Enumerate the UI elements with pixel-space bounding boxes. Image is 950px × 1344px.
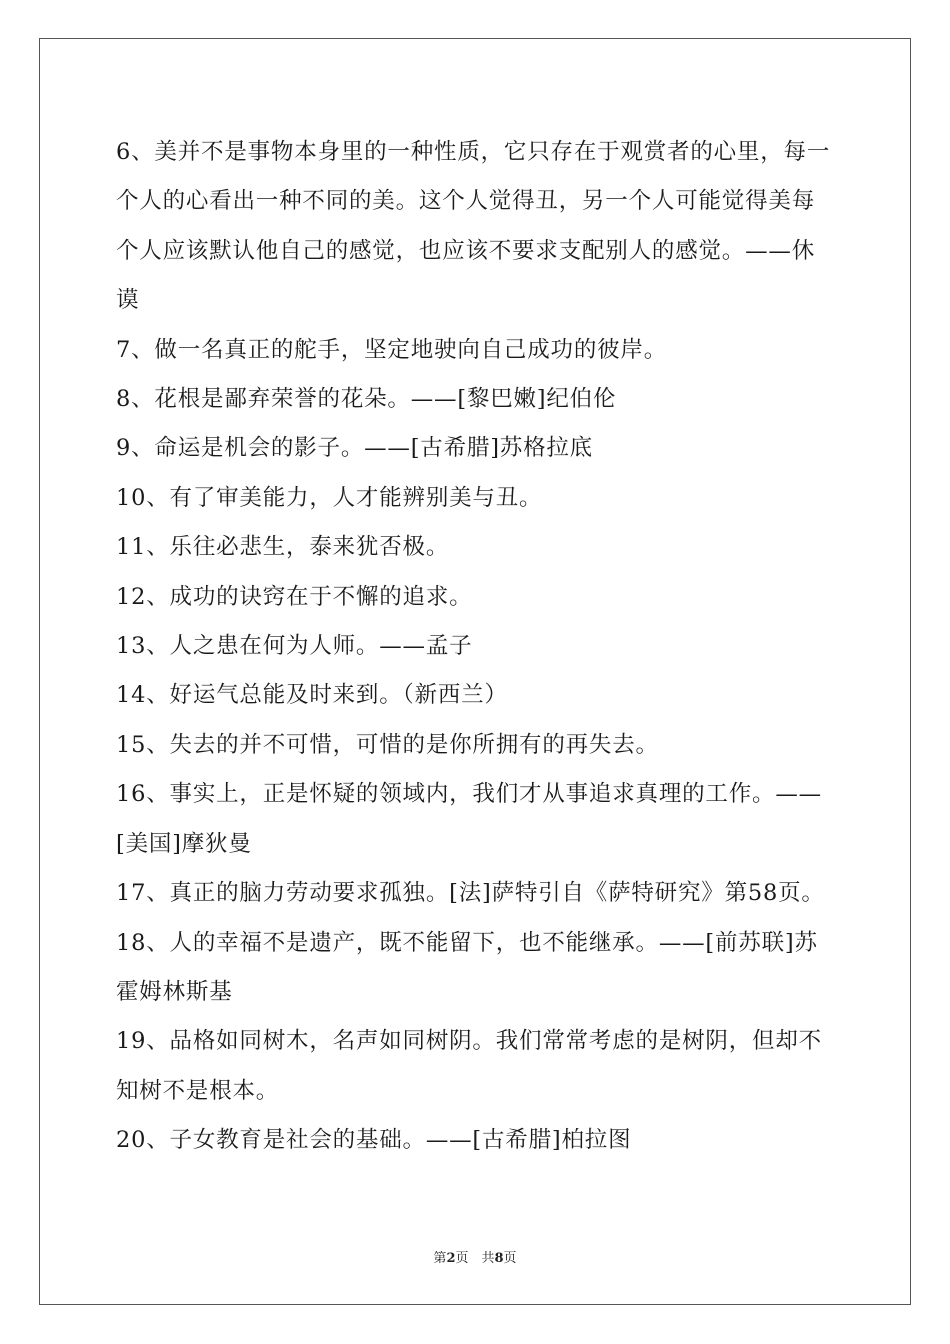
total-page-number: 8 xyxy=(494,1251,504,1266)
quote-item: 15、失去的并不可惜，可惜的是你所拥有的再失去。 xyxy=(116,731,659,758)
footer-middle: 页 共 xyxy=(455,1251,495,1266)
page-footer xyxy=(0,1247,950,1266)
quote-item: 7、做一名真正的舵手，坚定地驶向自己成功的彼岸。 xyxy=(116,336,668,363)
current-page-number: 2 xyxy=(446,1251,456,1266)
quote-item: 11、乐往必悲生，泰来犹否极。 xyxy=(116,534,450,561)
quote-item: 19、品格如同树木，名声如同树阴。我们常常考虑的是树阴，但却不知树不是根本。 xyxy=(116,1028,822,1104)
quote-list xyxy=(116,128,836,1166)
quote-item: 9、命运是机会的影子。——[古希腊]苏格拉底 xyxy=(116,435,593,462)
footer-prefix: 第 xyxy=(433,1251,447,1266)
quote-item: 8、花根是鄙弃荣誉的花朵。——[黎巴嫩]纪伯伦 xyxy=(116,386,617,413)
quote-item: 17、真正的脑力劳动要求孤独。[法]萨特引自《萨特研究》第58页。 xyxy=(116,880,825,907)
quote-item: 13、人之患在何为人师。——孟子 xyxy=(116,633,473,660)
quote-item: 6、美并不是事物本身里的一种性质，它只存在于观赏者的心里，每一个人的心看出一种不同的美。这个人觉得丑，另一个人可能觉得美每个人应该默认他自己的感觉，也应该不要求支配别人的感觉。——休谟 xyxy=(116,139,831,314)
quote-item: 12、成功的诀窍在于不懈的追求。 xyxy=(116,583,473,610)
quote-item: 16、事实上，正是怀疑的领域内，我们才从事追求真理的工作。——[美国]摩狄曼 xyxy=(116,781,822,857)
quote-item: 18、人的幸福不是遗产，既不能留下，也不能继承。——[前苏联]苏霍姆林斯基 xyxy=(116,929,818,1005)
quote-item: 20、子女教育是社会的基础。——[古希腊]柏拉图 xyxy=(116,1127,632,1154)
footer-suffix: 页 xyxy=(503,1251,517,1266)
quote-item: 14、好运气总能及时来到。（新西兰） xyxy=(116,682,508,709)
quote-item: 10、有了审美能力，人才能辨别美与丑。 xyxy=(116,484,543,511)
